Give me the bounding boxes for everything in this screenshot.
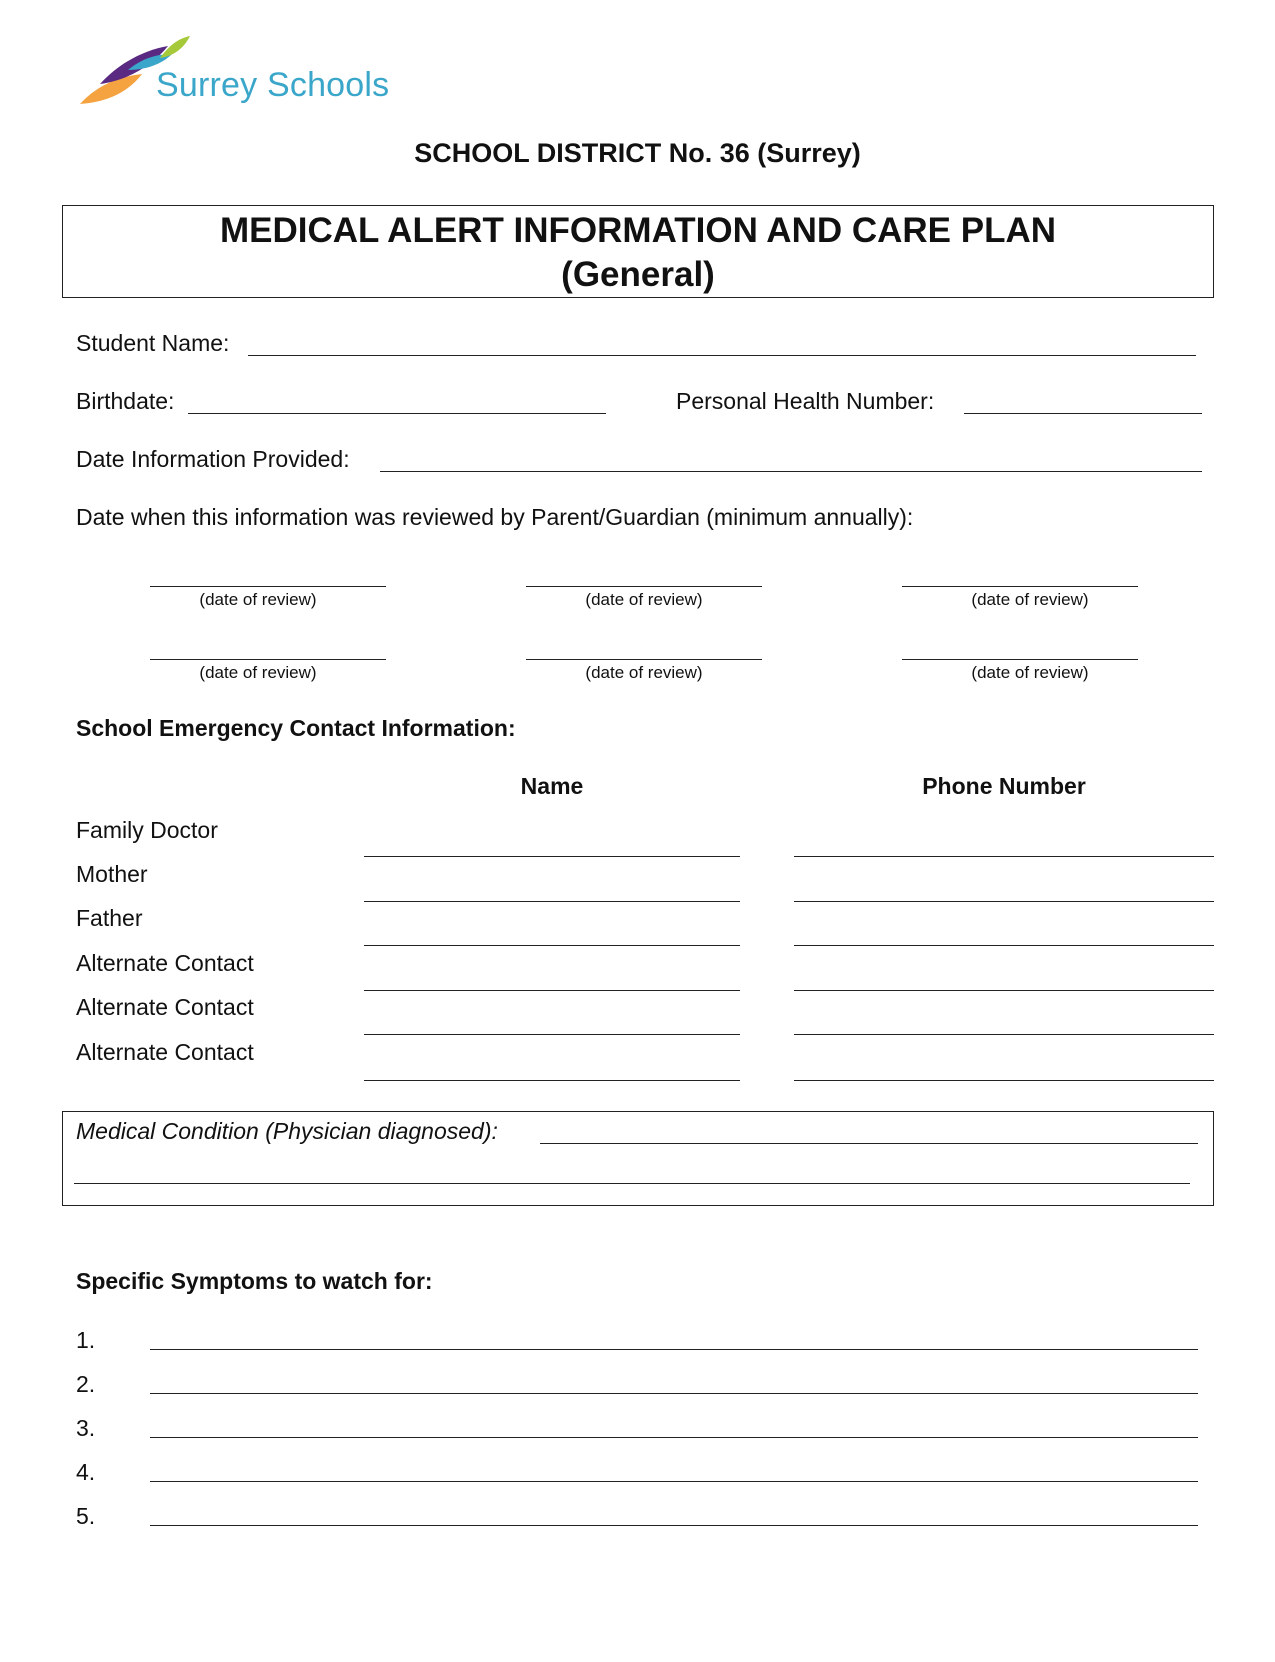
- father-phone-field[interactable]: [794, 912, 1214, 946]
- review-caption: (date of review): [971, 590, 1089, 609]
- medical-condition-label: Medical Condition (Physician diagnosed):: [76, 1118, 498, 1144]
- review-date-2[interactable]: [526, 553, 762, 587]
- mother-name-field[interactable]: [364, 868, 740, 902]
- contact-row-label: Family Doctor: [76, 817, 218, 843]
- symptom-number: 3.: [76, 1415, 96, 1441]
- alternate-contact-2-phone-field[interactable]: [794, 1001, 1214, 1035]
- mother-phone-field[interactable]: [794, 868, 1214, 902]
- contact-row-label: Alternate Contact: [76, 994, 254, 1020]
- personal-health-number-label: Personal Health Number:: [676, 388, 935, 414]
- surrey-schools-logo: [80, 32, 420, 112]
- contact-row-label: Father: [76, 905, 143, 931]
- symptom-field-5[interactable]: [150, 1492, 1198, 1526]
- contact-row-label: Alternate Contact: [76, 950, 254, 976]
- date-provided-label: Date Information Provided:: [76, 446, 350, 472]
- symptom-field-3[interactable]: [150, 1404, 1198, 1438]
- birthdate-field[interactable]: [188, 380, 606, 414]
- review-caption: (date of review): [971, 663, 1089, 682]
- personal-health-number-field[interactable]: [964, 380, 1202, 414]
- student-name-field[interactable]: [248, 322, 1196, 356]
- review-date-5[interactable]: [526, 626, 762, 660]
- father-name-field[interactable]: [364, 912, 740, 946]
- form-subtitle: (General): [561, 255, 715, 294]
- review-date-4[interactable]: [150, 626, 386, 660]
- symptom-number: 1.: [76, 1327, 96, 1353]
- review-caption: (date of review): [199, 590, 317, 609]
- review-caption: (date of review): [585, 663, 703, 682]
- emergency-contact-heading: School Emergency Contact Information:: [76, 715, 516, 741]
- logo-wordmark: Surrey Schools: [156, 66, 390, 104]
- alternate-contact-3-name-field[interactable]: [364, 1047, 740, 1081]
- alternate-contact-1-name-field[interactable]: [364, 957, 740, 991]
- alternate-contact-1-phone-field[interactable]: [794, 957, 1214, 991]
- birthdate-label: Birthdate:: [76, 388, 175, 414]
- date-provided-field[interactable]: [380, 438, 1202, 472]
- form-title: MEDICAL ALERT INFORMATION AND CARE PLAN: [219, 211, 1057, 250]
- student-name-label: Student Name:: [76, 330, 230, 356]
- symptoms-heading: Specific Symptoms to watch for:: [76, 1268, 433, 1294]
- review-caption: (date of review): [585, 590, 703, 609]
- contact-name-column-header: Name: [520, 773, 584, 799]
- alternate-contact-2-name-field[interactable]: [364, 1001, 740, 1035]
- symptom-number: 2.: [76, 1371, 96, 1397]
- review-date-6[interactable]: [902, 626, 1138, 660]
- symptom-number: 5.: [76, 1503, 96, 1529]
- symptom-number: 4.: [76, 1459, 96, 1485]
- medical-condition-field-2[interactable]: [74, 1150, 1190, 1184]
- review-label: Date when this information was reviewed by Parent/Guardian (minimum annually):: [76, 504, 914, 530]
- contact-phone-column-header: Phone Number: [922, 773, 1086, 799]
- contact-row-label: Mother: [76, 861, 148, 887]
- review-date-1[interactable]: [150, 553, 386, 587]
- review-caption: (date of review): [199, 663, 317, 682]
- symptom-field-4[interactable]: [150, 1448, 1198, 1482]
- district-heading: SCHOOL DISTRICT No. 36 (Surrey): [414, 138, 861, 168]
- review-date-3[interactable]: [902, 553, 1138, 587]
- contact-row-label: Alternate Contact: [76, 1039, 254, 1065]
- form-title-box: [62, 205, 1214, 298]
- alternate-contact-3-phone-field[interactable]: [794, 1047, 1214, 1081]
- family-doctor-phone-field[interactable]: [794, 823, 1214, 857]
- symptom-field-1[interactable]: [150, 1316, 1198, 1350]
- symptom-field-2[interactable]: [150, 1360, 1198, 1394]
- medical-condition-field-1[interactable]: [540, 1110, 1198, 1144]
- family-doctor-name-field[interactable]: [364, 823, 740, 857]
